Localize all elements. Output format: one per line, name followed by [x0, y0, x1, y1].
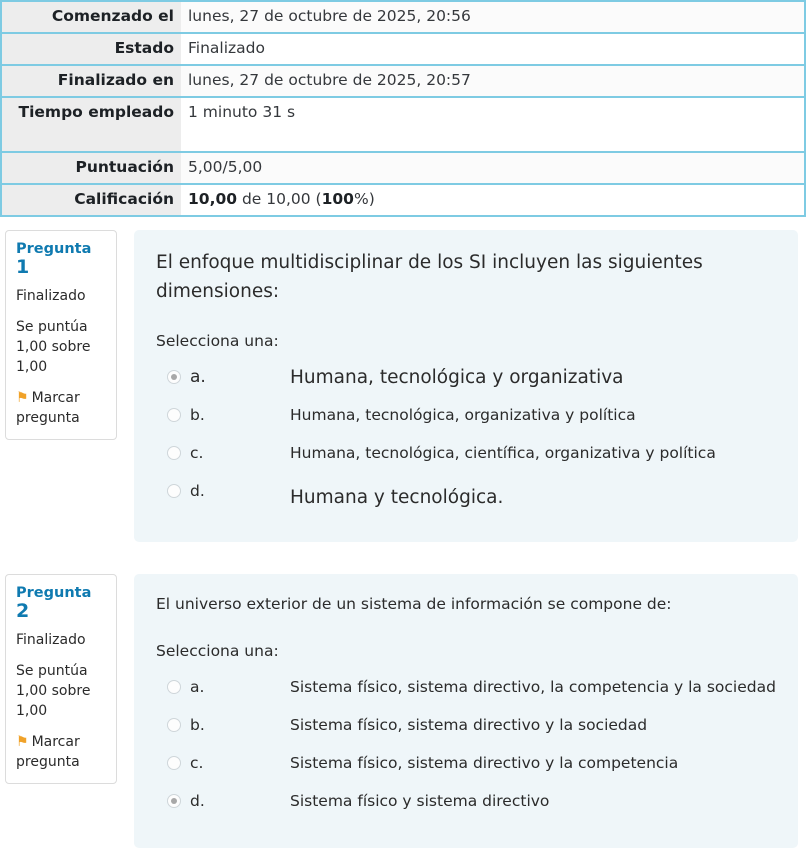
answer-option-2d[interactable]: [156, 788, 776, 818]
radio-2c[interactable]: [167, 756, 181, 770]
table-row: [1, 152, 805, 184]
question-number-1: 1: [16, 256, 30, 278]
calificacion-tail: %): [353, 190, 375, 208]
table-row: [1, 33, 805, 65]
question-number-2: 2: [16, 600, 30, 622]
summary-label-finalizado-en: Finalizado en: [1, 65, 181, 97]
question-prefix-2: Pregunta: [16, 585, 92, 601]
calificacion-percent: 100: [321, 190, 354, 208]
question-content-1: [134, 230, 798, 542]
question-block-2: [0, 574, 812, 848]
answer-list-2: [156, 674, 776, 818]
table-row: [1, 1, 805, 33]
answer-option-1b[interactable]: [156, 402, 776, 432]
summary-label-comenzado: Comenzado el: [1, 1, 181, 33]
summary-label-estado: Estado: [1, 33, 181, 65]
answer-letter-2d: d.: [190, 792, 205, 810]
flag-question-label-2: Marcar pregunta: [16, 734, 80, 770]
question-info-panel-1: [5, 230, 117, 440]
radio-2a[interactable]: [167, 680, 181, 694]
radio-1c[interactable]: [167, 446, 181, 460]
calificacion-mid: de 10,00 (: [237, 190, 322, 208]
table-row: [1, 65, 805, 97]
question-prefix-1: Pregunta: [16, 241, 92, 257]
answer-option-1a[interactable]: [156, 364, 776, 394]
radio-1b[interactable]: [167, 408, 181, 422]
summary-table-body: [1, 1, 805, 216]
question-info-panel-2: [5, 574, 117, 784]
table-row: [1, 97, 805, 152]
summary-value-tiempo: 1 minuto 31 s: [181, 97, 805, 152]
calificacion-score: 10,00: [188, 190, 238, 208]
answer-text-2b: Sistema físico, sistema directivo y la sociedad: [290, 716, 648, 734]
radio-1d[interactable]: [167, 484, 181, 498]
question-grade-1: Se puntúa 1,00 sobre 1,00: [16, 319, 91, 375]
answer-letter-1b: b.: [190, 406, 205, 424]
table-row: [1, 184, 805, 216]
answer-text-1c: Humana, tecnológica, científica, organizativa y política: [290, 444, 716, 462]
answer-text-1d: Humana y tecnológica.: [290, 487, 504, 508]
answer-option-2c[interactable]: [156, 750, 776, 780]
answer-letter-2c: c.: [190, 754, 204, 772]
answer-option-2a[interactable]: [156, 674, 776, 704]
question-prompt-1: Selecciona una:: [156, 332, 279, 350]
question-grade-2: Se puntúa 1,00 sobre 1,00: [16, 663, 91, 719]
answer-option-1d[interactable]: [156, 478, 776, 512]
answer-letter-1a: a.: [190, 367, 206, 387]
answer-text-2d: Sistema físico y sistema directivo: [290, 792, 550, 810]
flag-question-label-1: Marcar pregunta: [16, 390, 80, 426]
radio-1a[interactable]: [167, 370, 181, 384]
answer-letter-2b: b.: [190, 716, 205, 734]
summary-value-estado: Finalizado: [181, 33, 805, 65]
flag-icon: ⚑: [16, 390, 29, 406]
answer-option-1c[interactable]: [156, 440, 776, 470]
answer-text-2a: Sistema físico, sistema directivo, la competencia y la sociedad: [290, 678, 776, 696]
summary-label-calificacion: Calificación: [1, 184, 181, 216]
summary-value-puntuacion: 5,00/5,00: [181, 152, 805, 184]
question-state-2: Finalizado: [16, 632, 86, 648]
summary-value-finalizado-en: lunes, 27 de octubre de 2025, 20:57: [181, 65, 805, 97]
answer-letter-1c: c.: [190, 444, 204, 462]
summary-table: [0, 0, 806, 217]
answer-text-1b: Humana, tecnológica, organizativa y política: [290, 406, 636, 424]
answer-letter-1d: d.: [190, 482, 205, 500]
answer-text-2c: Sistema físico, sistema directivo y la competencia: [290, 754, 679, 772]
question-content-2: [134, 574, 798, 848]
question-number-label-1: [16, 240, 106, 278]
answer-text-1a: Humana, tecnológica y organizativa: [290, 367, 624, 388]
answer-option-2b[interactable]: [156, 712, 776, 742]
question-text-2: El universo exterior de un sistema de información se compone de:: [156, 595, 672, 613]
flag-question-link-2[interactable]: [16, 732, 106, 772]
flag-icon: ⚑: [16, 734, 29, 750]
answer-letter-2a: a.: [190, 678, 205, 696]
summary-label-puntuacion: Puntuación: [1, 152, 181, 184]
radio-2d[interactable]: [167, 794, 181, 808]
question-number-label-2: [16, 584, 106, 622]
question-state-1: Finalizado: [16, 288, 86, 304]
question-prompt-2: Selecciona una:: [156, 642, 279, 660]
question-block-1: [0, 230, 812, 542]
quiz-summary-table: [0, 0, 806, 217]
answer-list-1: [156, 364, 776, 512]
summary-value-comenzado: lunes, 27 de octubre de 2025, 20:56: [181, 1, 805, 33]
question-text-1: El enfoque multidisciplinar de los SI incluyen las siguientes dimensiones:: [156, 252, 703, 302]
flag-question-link-1[interactable]: [16, 388, 106, 428]
summary-label-tiempo: Tiempo empleado: [1, 97, 181, 152]
radio-2b[interactable]: [167, 718, 181, 732]
summary-value-calificacion: [181, 184, 805, 216]
